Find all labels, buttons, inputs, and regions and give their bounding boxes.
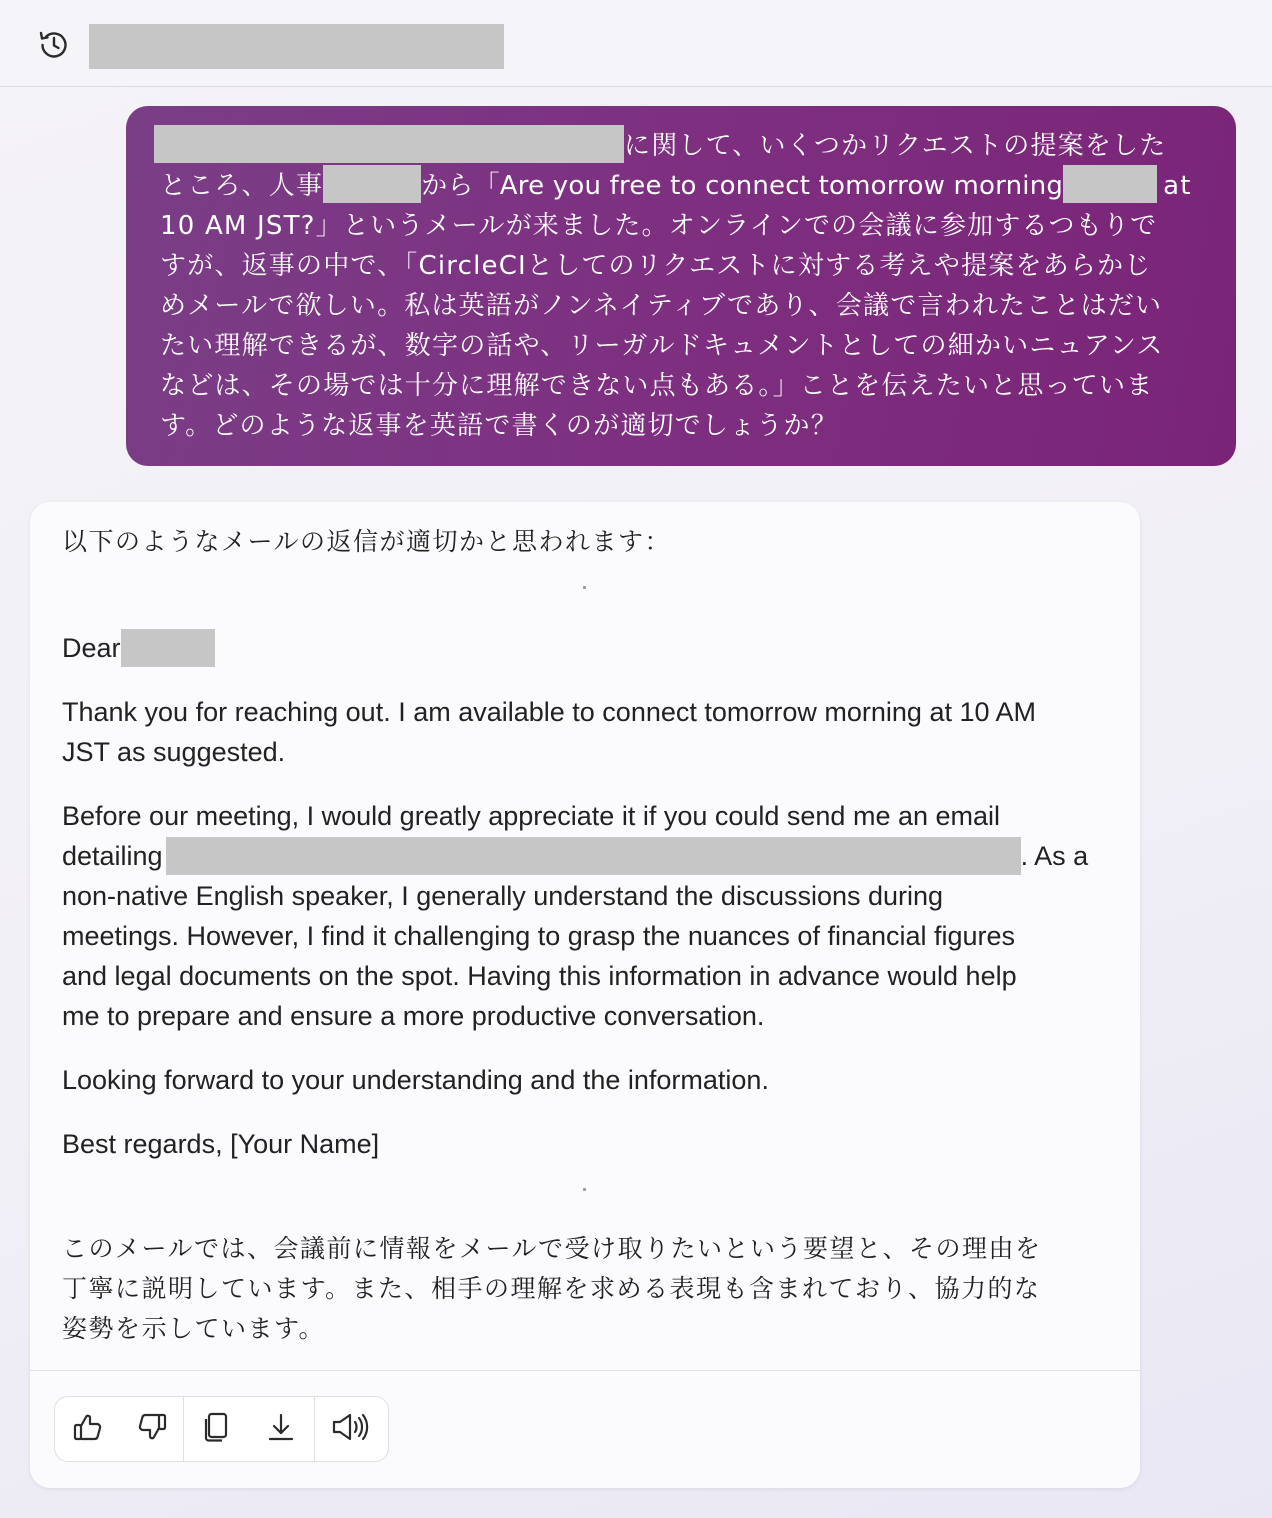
outro-text: 丁寧に説明しています。また、相手の理解を求める表現も含まれており、協力的な bbox=[62, 1274, 1041, 1303]
message-action-bar bbox=[54, 1396, 389, 1462]
email-paragraph-3: Looking forward to your understanding and the information. bbox=[62, 1065, 769, 1095]
outro-text: このメールでは、会議前に情報をメールで受け取りたいという要望と、その理由を bbox=[62, 1234, 1042, 1263]
redacted-text bbox=[323, 165, 421, 203]
read-aloud-button[interactable] bbox=[315, 1396, 387, 1462]
email-text: Before our meeting, I would greatly appreciate it if you could send me an email bbox=[62, 801, 1001, 831]
assistant-outro bbox=[62, 1229, 1042, 1349]
email-text: detailing bbox=[62, 841, 163, 871]
history-icon[interactable] bbox=[36, 27, 72, 63]
user-message-line bbox=[160, 166, 1200, 206]
user-message-text: から「Are you free to connect tomorrow morning bbox=[421, 171, 1064, 201]
redacted-text bbox=[1063, 165, 1157, 203]
user-message-text: at bbox=[1163, 171, 1192, 201]
user-message-line: めメールで欲しい。私は英語がノンネイティブであり、会議で言われたことはだい bbox=[160, 291, 1163, 321]
user-message-line: す。どのような返事を英語で書くのが適切でしょうか？ bbox=[160, 411, 838, 441]
download-button[interactable] bbox=[248, 1396, 314, 1462]
assistant-message-card bbox=[30, 502, 1140, 1488]
copy-button[interactable] bbox=[184, 1396, 248, 1462]
user-message-line bbox=[160, 126, 1200, 166]
email-paragraph-2 bbox=[62, 796, 1088, 1036]
user-message-line: たい理解できるが、数字の話や、リーガルドキュメントとしての細かいニュアンス bbox=[160, 331, 1164, 361]
email-text: Thank you for reaching out. I am available to connect tomorrow morning at 10 AM bbox=[62, 697, 1037, 727]
thumbs-up-icon bbox=[71, 1410, 105, 1449]
outro-text: 姿勢を示しています。 bbox=[62, 1314, 326, 1343]
conversation-title-redacted bbox=[89, 24, 504, 69]
email-text: JST as suggested. bbox=[62, 737, 286, 767]
thumbs-down-button[interactable] bbox=[121, 1396, 183, 1462]
redacted-text bbox=[121, 629, 215, 667]
email-signoff: Best regards, [Your Name] bbox=[62, 1129, 380, 1159]
email-paragraph-1 bbox=[62, 692, 1036, 772]
user-message-line: 10 AM JST?」というメールが来ました。オンラインでの会議に参加するつもりで bbox=[160, 211, 1158, 241]
email-text: and legal documents on the spot. Having this information in advance would help bbox=[62, 961, 1017, 991]
redacted-text bbox=[154, 125, 624, 163]
speaker-icon bbox=[330, 1410, 372, 1449]
download-icon bbox=[264, 1410, 298, 1449]
email-text: meetings. However, I find it challenging to grasp the nuances of financial figures bbox=[62, 921, 1016, 951]
user-message-text: ところ、人事 bbox=[160, 171, 324, 201]
email-text: me to prepare and ensure a more productive conversation. bbox=[62, 1001, 765, 1031]
email-text: non-native English speaker, I generally understand the discussions during bbox=[62, 881, 944, 911]
redacted-text bbox=[166, 837, 1021, 875]
user-message-line: すが、返事の中で、「CircleCIとしてのリクエストに対する考えや提案をあらかじ bbox=[160, 251, 1152, 281]
user-message-line: などは、その場では十分に理解できない点もある。」ことを伝えたいと思っていま bbox=[160, 371, 1154, 401]
top-bar bbox=[0, 0, 1272, 87]
thumbs-down-icon bbox=[135, 1410, 169, 1449]
email-greeting bbox=[62, 628, 215, 668]
user-message-text: に関して、いくつかリクエストの提案をした bbox=[624, 131, 1167, 161]
user-message-bubble bbox=[126, 106, 1236, 466]
divider-mark bbox=[583, 586, 586, 589]
thumbs-up-button[interactable] bbox=[55, 1396, 121, 1462]
greeting-text: Dear bbox=[62, 633, 121, 663]
assistant-intro: 以下のようなメールの返信が適切かと思われます： bbox=[62, 527, 672, 556]
card-divider bbox=[30, 1370, 1140, 1371]
divider-mark bbox=[583, 1188, 586, 1191]
email-text: . As a bbox=[1020, 841, 1089, 871]
copy-icon bbox=[199, 1410, 233, 1449]
